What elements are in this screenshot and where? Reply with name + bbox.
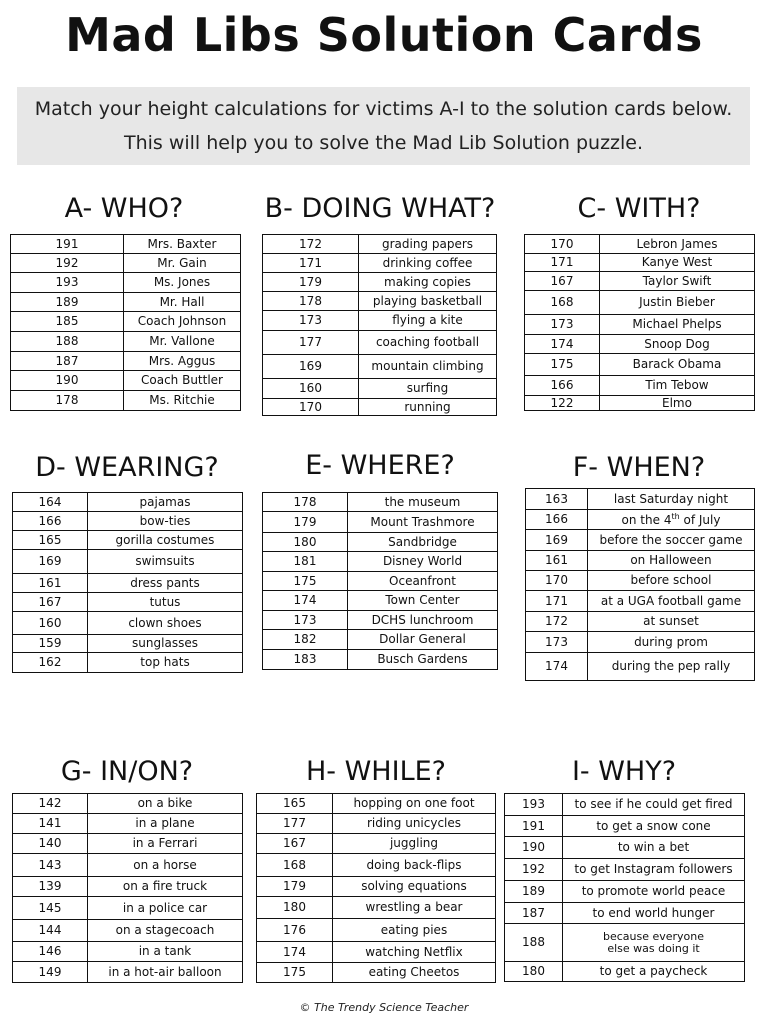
answer-text: Sandbridge: [348, 533, 498, 552]
height-value: 179: [263, 512, 348, 533]
card-heading-a: A- WHO?: [64, 193, 184, 224]
table-row: [11, 332, 241, 352]
height-value: 178: [263, 292, 359, 311]
answer-text: in a Ferrari: [88, 834, 243, 854]
height-value: 165: [13, 531, 88, 550]
table-row: [263, 273, 497, 292]
height-value: 192: [505, 859, 563, 881]
answer-text: at a UGA football game: [588, 591, 755, 612]
answer-text: to see if he could get fired: [563, 794, 745, 816]
height-value: 171: [526, 591, 588, 612]
answer-text: dress pants: [88, 574, 243, 593]
answer-text: on a fire truck: [88, 877, 243, 897]
instructions-box: [17, 87, 750, 165]
answer-text: on Halloween: [588, 551, 755, 571]
table-row: [525, 376, 755, 396]
table-row: [525, 335, 755, 354]
height-value: 173: [525, 315, 600, 335]
height-value: 161: [13, 574, 88, 593]
height-value: 179: [263, 273, 359, 292]
table-row: [13, 512, 243, 531]
height-value: 143: [13, 854, 88, 877]
solution-card-i: [504, 793, 745, 982]
height-value: 179: [257, 877, 333, 897]
answer-text: Justin Bieber: [600, 291, 755, 315]
table-row: [505, 962, 745, 982]
answer-text: in a tank: [88, 942, 243, 962]
table-row: [11, 391, 241, 411]
height-value: 173: [263, 311, 359, 331]
table-row: [263, 355, 497, 379]
height-value: 168: [257, 854, 333, 877]
table-row: [526, 489, 755, 510]
height-value: 185: [11, 312, 124, 332]
footer-credit: © The Trendy Science Teacher: [299, 1001, 469, 1014]
answer-text: grading papers: [359, 235, 497, 254]
table-row: [11, 235, 241, 254]
height-value: 146: [13, 942, 88, 962]
answer-text: during the pep rally: [588, 653, 755, 681]
table-row: [525, 272, 755, 291]
table-row: [11, 371, 241, 391]
answer-text: before school: [588, 571, 755, 591]
table-row: [257, 794, 496, 814]
height-value: 167: [13, 593, 88, 612]
card-heading-c: C- WITH?: [577, 193, 701, 224]
height-value: 164: [13, 493, 88, 512]
table-row: [263, 399, 497, 416]
solution-card-c: [524, 234, 755, 411]
answer-text: Ms. Ritchie: [124, 391, 241, 411]
answer-text: Mr. Gain: [124, 254, 241, 273]
answer-text: Mount Trashmore: [348, 512, 498, 533]
height-value: 170: [263, 399, 359, 416]
answer-text: during prom: [588, 632, 755, 653]
height-value: 170: [526, 571, 588, 591]
height-value: 177: [263, 331, 359, 355]
card-heading-e: E- WHERE?: [305, 450, 455, 481]
height-value: 190: [11, 371, 124, 391]
height-value: 169: [13, 550, 88, 574]
table-row: [263, 493, 498, 512]
answer-text: Ms. Jones: [124, 273, 241, 293]
table-row: [13, 834, 243, 854]
table-row: [525, 396, 755, 411]
table-row: [257, 814, 496, 834]
height-value: 169: [526, 530, 588, 551]
height-value: 160: [263, 379, 359, 399]
table-row: [263, 533, 498, 552]
height-value: 193: [505, 794, 563, 816]
answer-text: Coach Buttler: [124, 371, 241, 391]
height-value: 166: [526, 510, 588, 530]
table-row: [257, 834, 496, 854]
solution-card-a: [10, 234, 241, 411]
page-title: Mad Libs Solution Cards: [65, 8, 703, 62]
height-value: 175: [525, 354, 600, 376]
answer-text: surfing: [359, 379, 497, 399]
answer-text: Taylor Swift: [600, 272, 755, 291]
answer-text: drinking coffee: [359, 254, 497, 273]
card-heading-i: I- WHY?: [571, 756, 677, 787]
table-row: [526, 653, 755, 681]
answer-text: to promote world peace: [563, 881, 745, 903]
height-value: 180: [505, 962, 563, 982]
table-row: [505, 859, 745, 881]
height-value: 174: [525, 335, 600, 354]
solution-card-h: [256, 793, 496, 983]
answer-text: in a hot-air balloon: [88, 962, 243, 983]
table-row: [257, 897, 496, 919]
table-row: [11, 352, 241, 371]
answer-text: Tim Tebow: [600, 376, 755, 396]
table-row: [13, 962, 243, 983]
table-row: [263, 379, 497, 399]
answer-text: top hats: [88, 653, 243, 673]
table-row: [505, 903, 745, 924]
answer-text: on a bike: [88, 794, 243, 814]
height-value: 189: [11, 293, 124, 312]
height-value: 144: [13, 920, 88, 942]
table-row: [13, 814, 243, 834]
table-row: [525, 291, 755, 315]
table-row: [257, 963, 496, 983]
answer-text: sunglasses: [88, 635, 243, 653]
answer-text: bow-ties: [88, 512, 243, 531]
table-row: [263, 630, 498, 650]
table-row: [263, 611, 498, 630]
table-row: [11, 273, 241, 293]
table-row: [505, 881, 745, 903]
answer-text: gorilla costumes: [88, 531, 243, 550]
table-row: [11, 312, 241, 332]
table-row: [13, 854, 243, 877]
table-row: [505, 837, 745, 859]
answer-text: solving equations: [333, 877, 496, 897]
height-value: 175: [263, 572, 348, 591]
height-value: 170: [525, 235, 600, 254]
height-value: 178: [11, 391, 124, 411]
answer-text: before the soccer game: [588, 530, 755, 551]
answer-text: Coach Johnson: [124, 312, 241, 332]
answer-text: playing basketball: [359, 292, 497, 311]
answer-text: because everyone else was doing it: [563, 924, 745, 962]
table-row: [13, 550, 243, 574]
answer-text: to end world hunger: [563, 903, 745, 924]
answer-text: Mr. Vallone: [124, 332, 241, 352]
table-row: [526, 530, 755, 551]
answer-text: making copies: [359, 273, 497, 292]
table-row: [263, 591, 498, 611]
table-row: [526, 591, 755, 612]
answer-text: Elmo: [600, 396, 755, 411]
height-value: 174: [526, 653, 588, 681]
answer-text: to get a paycheck: [563, 962, 745, 982]
height-value: 173: [526, 632, 588, 653]
answer-text: Lebron James: [600, 235, 755, 254]
answer-text: eating pies: [333, 919, 496, 942]
table-row: [525, 354, 755, 376]
table-row: [257, 919, 496, 942]
height-value: 174: [263, 591, 348, 611]
answer-text: Barack Obama: [600, 354, 755, 376]
answer-text: to get a snow cone: [563, 816, 745, 837]
height-value: 159: [13, 635, 88, 653]
height-value: 188: [11, 332, 124, 352]
card-heading-h: H- WHILE?: [305, 756, 447, 787]
table-row: [526, 510, 755, 530]
table-row: [263, 292, 497, 311]
height-value: 167: [257, 834, 333, 854]
answer-text: watching Netflix: [333, 942, 496, 963]
answer-text: running: [359, 399, 497, 416]
table-row: [263, 331, 497, 355]
answer-text: Mrs. Baxter: [124, 235, 241, 254]
height-value: 168: [525, 291, 600, 315]
solution-card-f: [525, 488, 755, 681]
table-row: [257, 854, 496, 877]
answer-text: eating Cheetos: [333, 963, 496, 983]
answer-text: juggling: [333, 834, 496, 854]
table-row: [263, 254, 497, 273]
card-heading-f: F- WHEN?: [572, 452, 706, 483]
answer-text: the museum: [348, 493, 498, 512]
answer-text: hopping on one foot: [333, 794, 496, 814]
table-row: [13, 635, 243, 653]
height-value: 191: [11, 235, 124, 254]
height-value: 188: [505, 924, 563, 962]
table-row: [13, 493, 243, 512]
table-row: [11, 254, 241, 273]
answer-text: flying a kite: [359, 311, 497, 331]
height-value: 139: [13, 877, 88, 897]
height-value: 165: [257, 794, 333, 814]
table-row: [13, 920, 243, 942]
table-row: [13, 612, 243, 635]
answer-text: last Saturday night: [588, 489, 755, 510]
height-value: 181: [263, 552, 348, 572]
table-row: [263, 512, 498, 533]
table-row: [505, 924, 745, 962]
height-value: 175: [257, 963, 333, 983]
table-row: [526, 551, 755, 571]
answer-text: Snoop Dog: [600, 335, 755, 354]
answer-text: Dollar General: [348, 630, 498, 650]
answer-text: on a stagecoach: [88, 920, 243, 942]
table-row: [13, 897, 243, 920]
card-heading-g: G- IN/ON?: [60, 756, 194, 787]
height-value: 163: [526, 489, 588, 510]
answer-text: swimsuits: [88, 550, 243, 574]
answer-text: Busch Gardens: [348, 650, 498, 670]
answer-text: wrestling a bear: [333, 897, 496, 919]
height-value: 173: [263, 611, 348, 630]
solution-card-d: [12, 492, 243, 673]
table-row: [525, 254, 755, 272]
table-row: [13, 593, 243, 612]
answer-text: Town Center: [348, 591, 498, 611]
answer-text: in a plane: [88, 814, 243, 834]
table-row: [526, 632, 755, 653]
height-value: 162: [13, 653, 88, 673]
answer-text: on the 4th of July: [588, 510, 755, 530]
height-value: 182: [263, 630, 348, 650]
height-value: 176: [257, 919, 333, 942]
table-row: [13, 877, 243, 897]
height-value: 166: [13, 512, 88, 531]
answer-text: Michael Phelps: [600, 315, 755, 335]
height-value: 189: [505, 881, 563, 903]
table-row: [11, 293, 241, 312]
height-value: 192: [11, 254, 124, 273]
table-row: [13, 531, 243, 550]
solution-card-g: [12, 793, 243, 983]
height-value: 145: [13, 897, 88, 920]
answer-text: pajamas: [88, 493, 243, 512]
answer-text: doing back-flips: [333, 854, 496, 877]
table-row: [13, 653, 243, 673]
instructions-line-2: This will help you to solve the Mad Lib Solution puzzle.: [123, 132, 644, 154]
answer-text: to win a bet: [563, 837, 745, 859]
table-row: [257, 877, 496, 897]
height-value: 187: [505, 903, 563, 924]
height-value: 183: [263, 650, 348, 670]
table-row: [263, 235, 497, 254]
height-value: 193: [11, 273, 124, 293]
height-value: 142: [13, 794, 88, 814]
answer-text: mountain climbing: [359, 355, 497, 379]
answer-text: clown shoes: [88, 612, 243, 635]
answer-text: Kanye West: [600, 254, 755, 272]
instructions-line-1: Match your height calculations for victims A-I to the solution cards below.: [34, 98, 733, 120]
answer-text: DCHS lunchroom: [348, 611, 498, 630]
table-row: [525, 235, 755, 254]
height-value: 140: [13, 834, 88, 854]
card-heading-b: B- DOING WHAT?: [264, 193, 496, 224]
table-row: [13, 574, 243, 593]
table-row: [505, 816, 745, 837]
answer-text: Disney World: [348, 552, 498, 572]
table-row: [13, 794, 243, 814]
height-value: 149: [13, 962, 88, 983]
height-value: 161: [526, 551, 588, 571]
solution-card-b: [262, 234, 497, 416]
answer-text: at sunset: [588, 612, 755, 632]
answer-text: Oceanfront: [348, 572, 498, 591]
height-value: 160: [13, 612, 88, 635]
table-row: [505, 794, 745, 816]
height-value: 171: [525, 254, 600, 272]
height-value: 141: [13, 814, 88, 834]
answer-text: Mrs. Aggus: [124, 352, 241, 371]
table-row: [263, 552, 498, 572]
card-heading-d: D- WEARING?: [35, 452, 219, 483]
table-row: [526, 571, 755, 591]
answer-text: on a horse: [88, 854, 243, 877]
table-row: [263, 650, 498, 670]
height-value: 172: [263, 235, 359, 254]
height-value: 191: [505, 816, 563, 837]
table-row: [526, 612, 755, 632]
answer-text: in a police car: [88, 897, 243, 920]
table-row: [525, 315, 755, 335]
height-value: 172: [526, 612, 588, 632]
table-row: [263, 572, 498, 591]
height-value: 167: [525, 272, 600, 291]
answer-text: tutus: [88, 593, 243, 612]
height-value: 187: [11, 352, 124, 371]
height-value: 169: [263, 355, 359, 379]
table-row: [257, 942, 496, 963]
table-row: [263, 311, 497, 331]
height-value: 171: [263, 254, 359, 273]
answer-text: riding unicycles: [333, 814, 496, 834]
height-value: 177: [257, 814, 333, 834]
height-value: 174: [257, 942, 333, 963]
height-value: 180: [257, 897, 333, 919]
height-value: 166: [525, 376, 600, 396]
height-value: 122: [525, 396, 600, 411]
height-value: 190: [505, 837, 563, 859]
height-value: 178: [263, 493, 348, 512]
height-value: 180: [263, 533, 348, 552]
answer-text: to get Instagram followers: [563, 859, 745, 881]
table-row: [13, 942, 243, 962]
answer-text: coaching football: [359, 331, 497, 355]
solution-card-e: [262, 492, 498, 670]
answer-text: Mr. Hall: [124, 293, 241, 312]
